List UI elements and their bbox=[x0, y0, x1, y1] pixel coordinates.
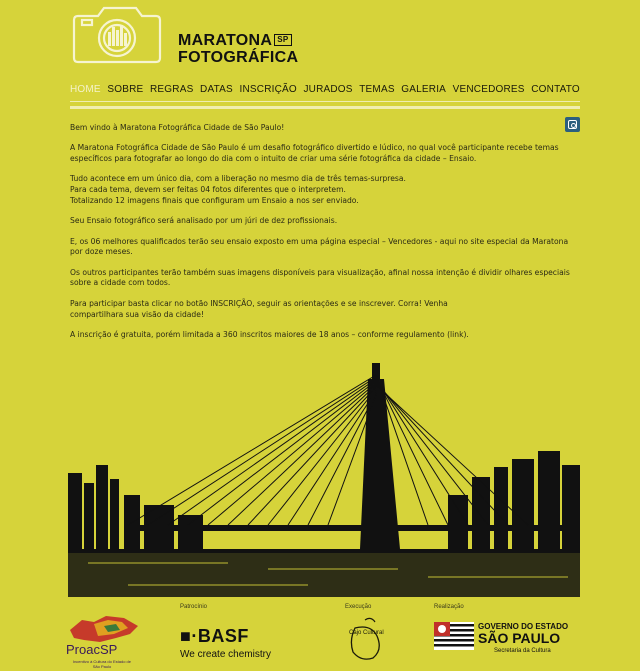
cajo-cultural-logo[interactable] bbox=[345, 614, 385, 664]
nav-galeria[interactable]: GALERIA bbox=[401, 84, 447, 95]
paragraph-vencedores: E, os 06 melhores qualificados terão seu ensaio exposto em uma página especial – Vencedores - aqui no site especial da Maratona por doze meses. bbox=[70, 236, 569, 257]
nav-jurados[interactable]: JURADOS bbox=[303, 84, 353, 95]
sp-flag-icon bbox=[434, 622, 474, 650]
paragraph-participantes: Os outros participantes terão também suas imagens disponíveis para visualização, afinal nossa intenção é dividir olhares especiais sobre a cidade com todos. bbox=[70, 267, 570, 288]
cajo-cultural-mark bbox=[345, 614, 385, 664]
welcome-text: Bem vindo à Maratona Fotográfica Cidade de São Paulo! bbox=[70, 123, 285, 132]
site-logo[interactable] bbox=[70, 4, 300, 66]
nav-regras[interactable]: REGRAS bbox=[150, 84, 194, 95]
nav-vencedores[interactable]: VENCEDORES bbox=[452, 84, 525, 95]
paragraph-gratuita: A inscrição é gratuita, porém limitada a 360 inscritos maiores de 18 anos – conforme regulamento (link). bbox=[70, 329, 469, 339]
nav-divider-thick bbox=[70, 106, 580, 109]
label-patrocinio: Patrocínio bbox=[180, 604, 208, 610]
basf-wordmark: ■·BASF bbox=[180, 626, 249, 646]
main-nav bbox=[70, 84, 580, 98]
paragraph-juri: Seu Ensaio fotográfico será analisado por um júri de dez profissionais. bbox=[70, 216, 338, 226]
intro-text bbox=[70, 123, 580, 350]
proac-logo[interactable] bbox=[64, 612, 144, 667]
nav-divider bbox=[70, 101, 580, 102]
sp-map-icon bbox=[64, 612, 144, 644]
paragraph-temas-line2: Para cada tema, devem ser feitas 04 fotos diferentes que o interpretem. bbox=[70, 185, 346, 195]
paragraph-inscricao-line2: compartilhara sua visão da cidade! bbox=[70, 309, 204, 319]
nav-inscricao[interactable]: INSCRIÇÃO bbox=[239, 84, 297, 95]
paragraph-temas bbox=[70, 174, 580, 206]
paragraph-inscricao-line1: Para participar basta clicar no botão INSCRIÇÃO, seguir as orientações e se inscrever. Corra! Venha bbox=[70, 298, 448, 308]
sponsors-footer bbox=[0, 600, 640, 671]
governo-line2: SÃO PAULO bbox=[478, 630, 561, 646]
nav-sobre[interactable]: SOBRE bbox=[107, 84, 144, 95]
bridge-skyline-image bbox=[68, 355, 580, 597]
proac-subtitle: Incentivo à Cultura do Estado de São Paulo bbox=[72, 659, 132, 669]
basf-logo[interactable] bbox=[180, 626, 271, 660]
logo-line2: FOTOGRÁFICA bbox=[178, 49, 299, 66]
paragraph-temas-line1: Tudo acontece em um único dia, com a liberação no mesmo dia de três temas-surpresa. bbox=[70, 174, 406, 184]
basf-tagline: We create chemistry bbox=[180, 649, 271, 660]
label-execucao: Execução bbox=[345, 604, 372, 610]
nav-datas[interactable]: DATAS bbox=[200, 84, 233, 95]
nav-home[interactable]: HOME bbox=[70, 84, 101, 95]
paragraph-desafio: A Maratona Fotográfica Cidade de São Paulo é um desafio fotográfico divertido e lúdico, no qual você participante recebe temas específicos para fotografar ao longo do dia com o intuito de criar uma série fotográfica da cidade – Ensaio. bbox=[70, 143, 559, 164]
logo-wordmark bbox=[178, 32, 298, 66]
nav-temas[interactable]: TEMAS bbox=[359, 84, 395, 95]
governo-line3: Secretaria da Cultura bbox=[494, 648, 551, 654]
nav-contato[interactable]: CONTATO bbox=[531, 84, 580, 95]
paragraph-temas-line3: Totalizando 12 imagens finais que configuram um Ensaio a nos ser enviado. bbox=[70, 195, 359, 205]
governo-line1: GOVERNO DO ESTADO bbox=[478, 622, 569, 631]
camera-icon bbox=[70, 4, 180, 66]
governo-sp-logo[interactable] bbox=[434, 618, 584, 668]
paragraph-inscricao bbox=[70, 299, 580, 321]
cajo-wordmark: Cajo Cultural bbox=[349, 630, 384, 636]
proac-wordmark: ProacSP bbox=[66, 642, 118, 657]
logo-line1: MARATONA bbox=[178, 32, 273, 49]
label-realizacao: Realização bbox=[434, 604, 464, 610]
logo-sp-badge: SP bbox=[274, 34, 291, 46]
